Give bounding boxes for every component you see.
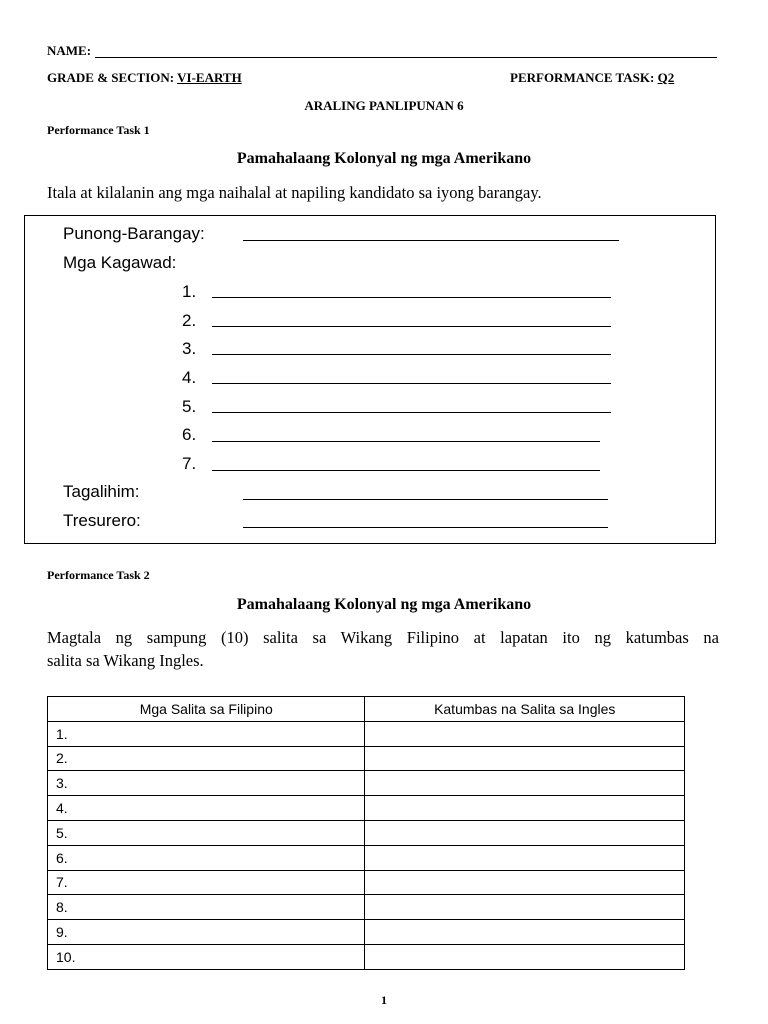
row-number[interactable]: 8. [48,895,365,920]
english-cell[interactable] [365,895,685,920]
table-row [48,796,685,821]
row-number[interactable]: 10. [48,944,365,969]
kagawad-line[interactable] [212,354,611,355]
english-cell[interactable] [365,771,685,796]
row-number[interactable]: 7. [48,870,365,895]
english-cell[interactable] [365,944,685,969]
table-row [48,845,685,870]
kagawad-line[interactable] [212,326,611,327]
name-label: NAME: [47,43,92,58]
row-number[interactable]: 1. [48,721,365,746]
task2-label: Performance Task 2 [47,568,150,582]
task1-title: Pamahalaang Kolonyal ng mga Amerikano [236,150,532,167]
kagawad-label: Mga Kagawad: [63,253,177,272]
task2-instruction-line1: Magtala ng sampung (10) salita sa Wikang Filipino at lapatan ito ng katumbas na [47,628,719,647]
english-cell[interactable] [365,920,685,945]
row-number[interactable]: 9. [48,920,365,945]
kagawad-number: 4. [182,368,197,387]
kagawad-line[interactable] [212,297,611,298]
tresurero-label: Tresurero: [63,511,141,530]
kagawad-line[interactable] [212,383,611,384]
kagawad-number: 7. [182,454,197,473]
table-header-row [48,697,685,722]
task1-label: Performance Task 1 [47,123,150,137]
tagalihim-label: Tagalihim: [63,482,140,501]
english-cell[interactable] [365,721,685,746]
row-number[interactable]: 4. [48,796,365,821]
english-cell[interactable] [365,746,685,771]
name-field-line[interactable] [95,57,717,58]
row-number[interactable]: 2. [48,746,365,771]
grade-section [47,70,242,86]
punong-barangay-label: Punong-Barangay: [63,224,205,243]
english-cell[interactable] [365,796,685,821]
grade-value: VI-EARTH [177,70,242,85]
column-header-filipino: Mga Salita sa Filipino [48,697,365,722]
table-row [48,746,685,771]
table-row [48,870,685,895]
kagawad-number: 5. [182,397,197,416]
vocabulary-table [47,696,685,970]
kagawad-number: 1. [182,282,197,301]
english-cell[interactable] [365,870,685,895]
kagawad-number: 6. [182,425,197,444]
table-row [48,721,685,746]
table-row [48,944,685,969]
kagawad-line[interactable] [212,412,611,413]
kagawad-number: 3. [182,339,197,358]
table-row [48,771,685,796]
kagawad-number: 2. [182,311,197,330]
table-row [48,895,685,920]
english-cell[interactable] [365,820,685,845]
column-header-ingles: Katumbas na Salita sa Ingles [365,697,685,722]
table-row [48,920,685,945]
tagalihim-line[interactable] [243,499,608,500]
task2-title: Pamahalaang Kolonyal ng mga Amerikano [236,596,532,613]
grade-label: GRADE & SECTION: [47,70,175,85]
row-number[interactable]: 6. [48,845,365,870]
performance-task-value: Q2 [657,70,675,85]
punong-barangay-line[interactable] [243,240,619,241]
task1-instruction: Itala at kilalanin ang mga naihalal at napiling kandidato sa iyong barangay. [47,183,542,202]
subject-title: ARALING PANLIPUNAN 6 [304,98,464,113]
kagawad-line[interactable] [212,441,600,442]
page-number: 1 [381,993,387,1007]
task1-answer-box [24,215,716,544]
performance-task-label: PERFORMANCE TASK: [510,70,655,85]
tresurero-line[interactable] [243,527,608,528]
task2-instruction-line2: salita sa Wikang Ingles. [47,651,204,670]
performance-task [510,70,674,86]
row-number[interactable]: 5. [48,820,365,845]
kagawad-line[interactable] [212,470,600,471]
table-row [48,820,685,845]
row-number[interactable]: 3. [48,771,365,796]
english-cell[interactable] [365,845,685,870]
